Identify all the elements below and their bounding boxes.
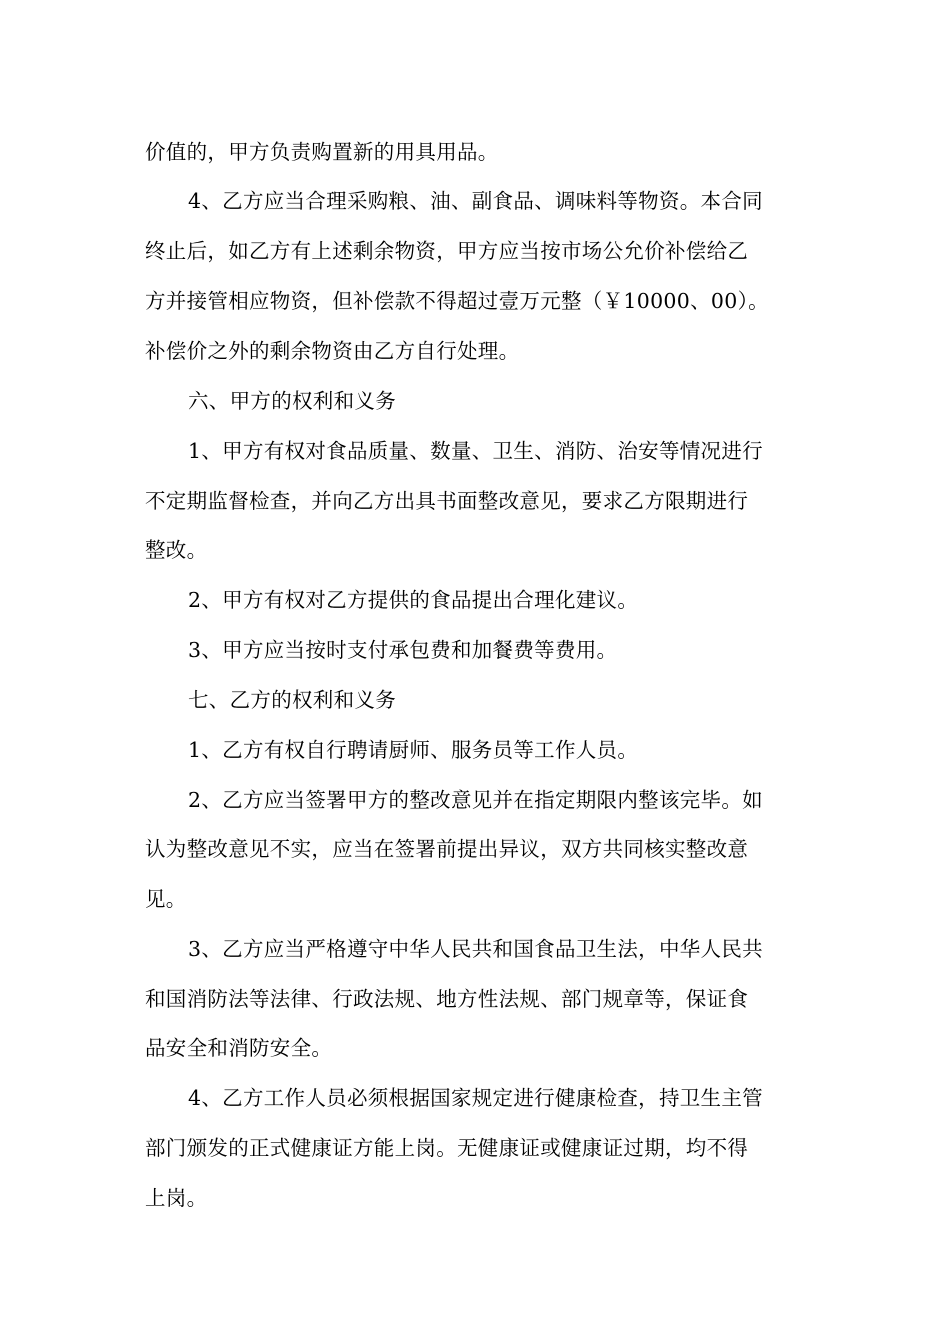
text-line: 4、乙方应当合理采购粮、油、副食品、调味料等物资。本合同 (188, 189, 763, 213)
text-line: 价值的，甲方负责购置新的用具用品。 (145, 140, 499, 164)
text-line: 品安全和消防安全。 (145, 1036, 333, 1060)
section-heading: 七、乙方的权利和义务 (188, 688, 396, 712)
text-line: 2、甲方有权对乙方提供的食品提出合理化建议。 (188, 588, 639, 612)
text-line: 和国消防法等法律、行政法规、地方性法规、部门规章等，保证食 (145, 987, 749, 1011)
text-line: 终止后，如乙方有上述剩余物资，甲方应当按市场公允价补偿给乙 (145, 239, 749, 263)
text-line: 2、乙方应当签署甲方的整改意见并在指定期限内整该完毕。如 (188, 788, 763, 812)
text-line: 4、乙方工作人员必须根据国家规定进行健康检查，持卫生主管 (188, 1086, 763, 1110)
text-line: 3、乙方应当严格遵守中华人民共和国食品卫生法，中华人民共 (188, 937, 763, 961)
text-line: 整改。 (145, 538, 208, 562)
text-line: 1、甲方有权对食品质量、数量、卫生、消防、治安等情况进行 (188, 439, 763, 463)
text-line: 补偿价之外的剩余物资由乙方自行处理。 (145, 339, 520, 363)
text-line: 认为整改意见不实，应当在签署前提出异议，双方共同核实整改意 (145, 837, 749, 861)
text-line: 见。 (145, 887, 187, 911)
text-line: 上岗。 (145, 1186, 208, 1210)
text-line: 3、甲方应当按时支付承包费和加餐费等费用。 (188, 638, 618, 662)
text-line: 1、乙方有权自行聘请厨师、服务员等工作人员。 (188, 738, 639, 762)
text-line: 方并接管相应物资，但补偿款不得超过壹万元整（￥10000、00）。 (145, 289, 769, 313)
section-heading: 六、甲方的权利和义务 (188, 389, 396, 413)
text-line: 部门颁发的正式健康证方能上岗。无健康证或健康证过期，均不得 (145, 1136, 749, 1160)
text-line: 不定期监督检查，并向乙方出具书面整改意见，要求乙方限期进行 (145, 489, 749, 513)
